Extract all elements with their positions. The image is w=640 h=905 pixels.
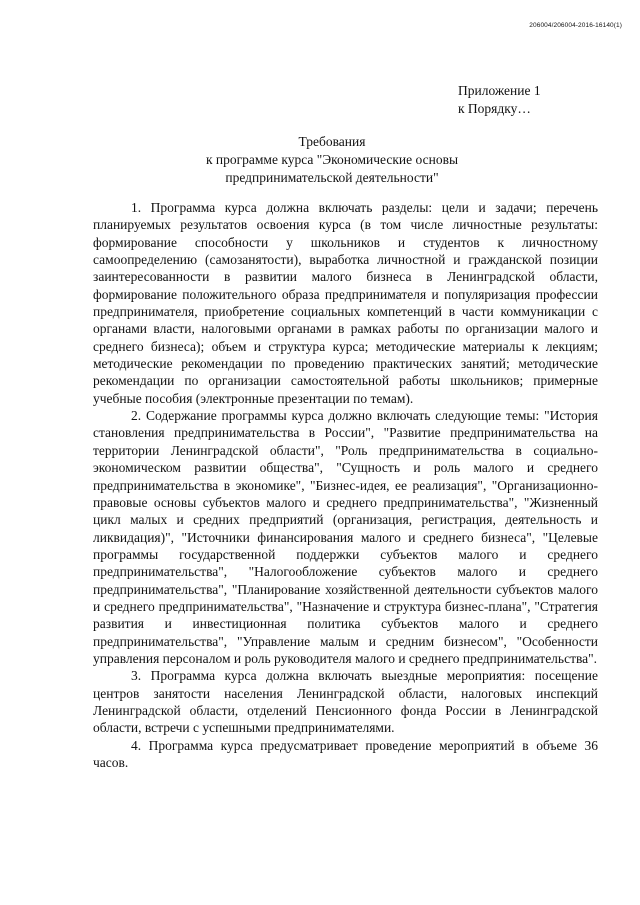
title-line-2: к программе курса "Экономические основы: [205, 152, 459, 167]
appendix-line-1: Приложение 1: [458, 83, 541, 98]
paragraph-4: 4. Программа курса предусматривает проведение мероприятий в объеме 36 часов.: [93, 737, 598, 770]
document-id: 206004/206004-2016-16140(1): [529, 22, 622, 29]
title-line-3: предпринимательской деятельности": [225, 170, 439, 185]
paragraph-3: 3. Программа курса должна включать выездные мероприятия: посещение центров занятости населения Ленинградской области, налоговых инспекций Ленинградской области, отделений Пенсионного фонда России в Ленинградской области, встречи с успешными предпринимателями.: [93, 668, 598, 736]
document-title: [0, 133, 640, 187]
document-body: [93, 199, 598, 771]
paragraph-1: 1. Программа курса должна включать разделы: цели и задачи; перечень планируемых результатов освоения курса (в том числе личностные результаты: формирование способности у школьников и студентов к личностному самоопределению (самозанятости), выработка личностной и гражданской позиции заинтересованности в развитии малого бизнеса в Ленинградской области, формирование положительного образа предпринимателя и популяризация профессии предпринимателя, приобретение социальных компетенций в части коммуникации с органами власти, налоговыми органами в рамках работы по организации малого и среднего бизнеса); объем и структура курса; методические материалы к лекциям; методические рекомендации по проведению практических занятий; методические рекомендации по организации самостоятельной работы школьников; примерные учебные пособия (электронные презентации по темам).: [93, 200, 598, 406]
appendix-reference: [458, 82, 541, 118]
appendix-line-2: к Порядку…: [458, 101, 531, 116]
title-line-1: Требования: [298, 134, 366, 149]
paragraph-2: 2. Содержание программы курса должно включать следующие темы: "История становления предпринимательства в России", "Развитие предпринимательства на территории Ленинградской области", "Роль предпринимательства в социально-экономическом развитии общества", "Сущность и роль малого и среднего предпринимательства в экономике", "Бизнес-идея, ее реализация", "Организационно-правовые основы субъектов малого и среднего предпринимательства", "Жизненный цикл малых и средних предприятий (организация, регистрация, деятельность и ликвидация)", "Источники финансирования малого и среднего бизнеса", "Целевые программы государственной поддержки субъектов малого и среднего предпринимательства", "Налогообложение субъектов малого и среднего предпринимательства", "Планирование хозяйственной деятельности субъектов малого и среднего предпринимательства", "Назначение и структура бизнес-плана", "Стратегия развития и инвестиционная политика субъектов малого и среднего предпринимательства", "Управление малым и средним бизнесом", "Особенности управления персоналом и роль руководителя малого и среднего предпринимательства".: [93, 408, 598, 666]
